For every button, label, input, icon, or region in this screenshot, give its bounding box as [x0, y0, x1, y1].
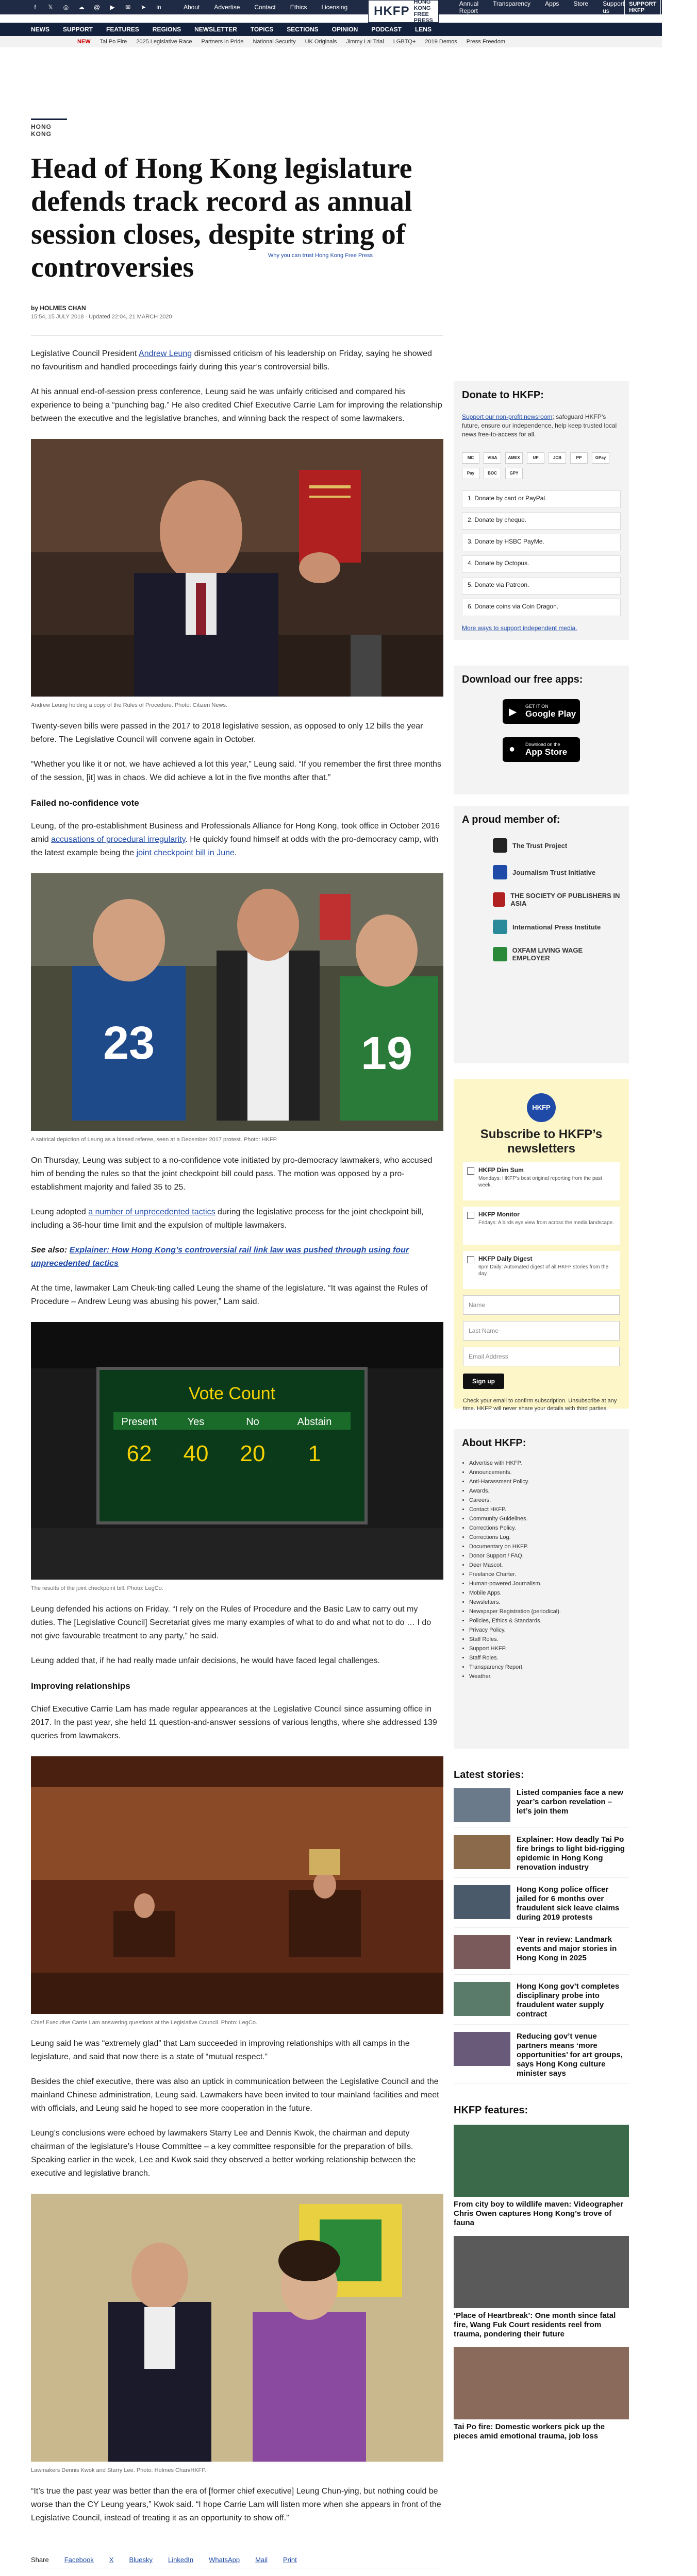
article-headline: Head of Hong Kong legislature defends track record as annual session closes, despite string of controversies: [31, 152, 412, 283]
hkfp-features: [454, 2105, 629, 2441]
social-links: [31, 3, 163, 11]
paragraph: [31, 347, 443, 374]
nav-news[interactable]: NEWS: [31, 26, 49, 33]
photo-leung: [31, 439, 443, 708]
member-label: THE SOCIETY OF PUBLISHERS IN ASIA: [510, 892, 620, 907]
about-link[interactable]: • Donor Support / FAQ.: [469, 1551, 621, 1561]
share-print[interactable]: Print: [283, 2556, 297, 2564]
newsletter-option[interactable]: [463, 1251, 620, 1289]
donate-description: ; safeguard HKFP’s future, ensure our independence, help keep trusted local news free-to-access for all.: [462, 413, 617, 438]
member-label: The Trust Project: [512, 841, 568, 850]
about-link[interactable]: • Careers.: [469, 1496, 621, 1505]
feature-image: [454, 2125, 629, 2197]
donate-title: Donate to HKFP:: [462, 389, 544, 401]
paragraph: [31, 820, 443, 860]
feature-item[interactable]: [454, 2347, 629, 2441]
feature-title[interactable]: ‘Place of Heartbreak’: One month since fatal fire, Wang Fuk Court residents reel from trauma, pondering their future: [454, 2311, 616, 2338]
apple-icon: ●: [509, 743, 516, 755]
newsletter-title: Subscribe to HKFP’s newsletters: [480, 1127, 603, 1156]
member-label: International Press Institute: [512, 923, 601, 931]
share-x[interactable]: X: [109, 2556, 114, 2564]
story-title[interactable]: ‘Year in review: Landmark events and major stories in Hong Kong in 2025: [517, 1935, 617, 1962]
newsletter-box: [454, 1079, 629, 1412]
photo-protest-image: [31, 873, 443, 1131]
nav-regions[interactable]: REGIONS: [152, 26, 181, 33]
donate-option[interactable]: 4. Donate by Octopus.: [462, 555, 621, 573]
about-link[interactable]: • Weather.: [469, 1672, 621, 1681]
search-icon[interactable]: ⌕: [693, 3, 697, 11]
paragraph: “Whether you like it or not, we have achieved a lot this year,” Leung said. “If you remember the first three months of the session, [it] was in chaos. We did achieve a lot in the five months after that.”: [31, 760, 441, 782]
link-unprecedented-tactics[interactable]: a number of unprecedented tactics: [88, 1208, 215, 1216]
payment-cards: [462, 452, 621, 479]
newsletter-note: Check your email to confirm subscription. Unsubscribe at any time. HKFP will never share your details with third parties.: [463, 1398, 617, 1412]
telegram-icon[interactable]: ➤: [140, 4, 146, 11]
svg-text:23: 23: [103, 1018, 155, 1069]
jcb-icon: JCB: [549, 452, 566, 464]
text: during the legislative process for the joint checkpoint bill, including a 36-hour time limit and the expulsion of multiple lawmakers.: [31, 1208, 424, 1230]
gpay-icon: GPY: [505, 468, 523, 479]
email-field[interactable]: Email Address: [463, 1347, 620, 1366]
trending-item[interactable]: 2025 Legislative Race: [136, 39, 192, 45]
nav-sections[interactable]: SECTIONS: [287, 26, 319, 33]
language-switch[interactable]: 中文(HK): [670, 0, 685, 16]
app-store-button[interactable]: [503, 737, 580, 762]
paragraph: Twenty-seven bills were passed in the 2017 to 2018 legislative session, as opposed to only 12 bills the year before. The Legislative Council will convene again in October.: [31, 722, 423, 744]
text: Leung, of the pro-establishment Business and Professionals Alliance for Hong Kong, took office in October 2016 amid: [31, 822, 440, 844]
top-link-annual-report[interactable]: Annual Report: [459, 0, 479, 14]
subheading: Failed no-confidence vote: [31, 798, 139, 808]
instagram-icon[interactable]: ◎: [63, 4, 69, 11]
about-link[interactable]: • Staff Roles.: [469, 1653, 621, 1663]
photo-lawmakers-image: [31, 2194, 443, 2462]
unionpay-icon: UP: [527, 452, 544, 464]
about-link[interactable]: • Newsletters.: [469, 1598, 621, 1607]
share-bluesky[interactable]: Bluesky: [129, 2556, 153, 2564]
share-bar: [31, 2556, 443, 2568]
top-bar: [0, 0, 697, 24]
vote-header: Yes: [187, 1416, 205, 1428]
photo-vote: [31, 1322, 443, 1591]
story-title[interactable]: Reducing gov’t venue partners means ‘more opportunities’ for art groups, says Hong Kong culture minister says: [517, 2032, 623, 2078]
newsletter-name: HKFP Monitor: [478, 1211, 520, 1218]
about-link[interactable]: • Anti-Harassment Policy.: [469, 1477, 621, 1486]
subheading: Improving relationships: [31, 1681, 130, 1691]
story-item[interactable]: [454, 1935, 629, 1975]
newsletter-logo: HKFP: [527, 1093, 556, 1122]
about-link[interactable]: • Policies, Ethics & Standards.: [469, 1616, 621, 1625]
story-item[interactable]: [454, 1788, 629, 1828]
photo-carrie-lam: [31, 1756, 443, 2026]
top-link-about[interactable]: About: [184, 4, 200, 11]
donate-box: [454, 381, 629, 640]
sidebar: [454, 381, 629, 2441]
x-icon[interactable]: 𝕏: [48, 4, 53, 11]
trending-item[interactable]: National Security: [253, 39, 296, 45]
about-list: [462, 1459, 621, 1681]
story-item[interactable]: [454, 1835, 629, 1878]
donate-option[interactable]: 2. Donate by cheque.: [462, 512, 621, 530]
caption: A satirical depiction of Leung as a biased referee, seen at a December 2017 protest. Photo: HKFP.: [31, 1137, 278, 1143]
photo-vote-image: [31, 1322, 443, 1580]
story-item[interactable]: [454, 2032, 629, 2084]
nav-topics[interactable]: TOPICS: [250, 26, 274, 33]
nav-opinion[interactable]: OPINION: [331, 26, 358, 33]
vote-value: 20: [240, 1441, 265, 1466]
caption: Andrew Leung holding a copy of the Rules of Procedure. Photo: Citizen News.: [31, 702, 227, 708]
nav-podcast[interactable]: PODCAST: [371, 26, 402, 33]
story-item[interactable]: [454, 1982, 629, 2025]
paypal-icon: PP: [570, 452, 588, 464]
store-big-text: Google Play: [525, 709, 576, 719]
nav-support[interactable]: SUPPORT: [63, 26, 93, 33]
paragraph: Leung added that, if he had really made unfair decisions, he would have faced legal challenges.: [31, 1656, 380, 1665]
story-title[interactable]: Listed companies face a new year’s carbon revelation – let’s join them: [517, 1788, 623, 1816]
paragraph: Chief Executive Carrie Lam has made regular appearances at the Legislative Council since assuming office in 2017. In the past year, she held 11 question-and-answer sessions of various lengths, where she addressed 139 queries from lawmakers.: [31, 1705, 437, 1740]
vote-value: 62: [126, 1441, 152, 1466]
top-link-contact[interactable]: Contact: [254, 4, 276, 11]
vote-header: No: [246, 1416, 259, 1428]
top-link-transparency[interactable]: Transparency: [493, 0, 531, 7]
about-link[interactable]: • Newspaper Registration (periodical).: [469, 1607, 621, 1616]
trending-item[interactable]: Press Freedom: [466, 39, 505, 45]
member-oxfam[interactable]: [462, 946, 621, 962]
share-whatsapp[interactable]: WhatsApp: [209, 2556, 240, 2564]
vote-header: Abstain: [297, 1416, 332, 1428]
newsletter-desc: Mondays: HKFP’s best original reporting from the past week.: [478, 1176, 602, 1188]
top-link-licensing[interactable]: Licensing: [321, 4, 348, 11]
share-facebook[interactable]: Facebook: [64, 2556, 94, 2564]
member-trust-project[interactable]: [462, 838, 621, 853]
article-dates: 15:54, 15 JULY 2018 · Updated 22:04, 21 MARCH 2020: [31, 314, 172, 320]
trust-link[interactable]: Why you can trust Hong Kong Free Press: [268, 252, 373, 259]
about-box: [454, 1429, 629, 1749]
google-play-icon: ▶: [509, 706, 517, 718]
first-name-field[interactable]: Name: [463, 1295, 620, 1315]
latest-stories: [454, 1769, 629, 2084]
text: . He quickly found himself at odds with the pro-democracy camp, with the latest example being the: [31, 835, 439, 857]
about-link[interactable]: • Support HKFP.: [469, 1644, 621, 1653]
top-link-support[interactable]: Support us: [603, 0, 625, 14]
about-link[interactable]: • Privacy Policy.: [469, 1625, 621, 1635]
story-thumbnail: [454, 1982, 510, 2016]
link-andrew-leung[interactable]: Andrew Leung: [139, 349, 192, 358]
member-label: OXFAM LIVING WAGE EMPLOYER: [512, 946, 583, 962]
about-link[interactable]: • Deer Mascot.: [469, 1561, 621, 1570]
top-link-store[interactable]: Store: [573, 0, 589, 7]
ipi-icon: [493, 920, 507, 934]
signup-button[interactable]: Sign up: [463, 1374, 504, 1389]
amex-icon: AMEX: [505, 452, 523, 464]
donate-option[interactable]: 3. Donate by HSBC PayMe.: [462, 534, 621, 551]
about-link[interactable]: • Awards.: [469, 1486, 621, 1496]
checkbox[interactable]: [467, 1256, 474, 1263]
about-link[interactable]: • Advertise with HKFP.: [469, 1459, 621, 1468]
site-logo[interactable]: [368, 0, 439, 23]
donate-option[interactable]: 5. Donate via Patreon.: [462, 577, 621, 595]
boc-icon: BOC: [484, 468, 501, 479]
top-link-apps[interactable]: Apps: [545, 0, 559, 7]
members-box: [454, 806, 629, 1063]
member-sopa[interactable]: [462, 892, 621, 907]
donate-link[interactable]: Support our non-profit newsroom: [462, 413, 553, 420]
divider: [31, 335, 443, 336]
paragraph: At the time, lawmaker Lam Cheuk-ting called Leung the shame of the legislature. “It was against the Rules of Procedure – Andrew Leung was abusing his power,” Lam said.: [31, 1284, 428, 1306]
paragraph: Besides the chief executive, there was also an uptick in communication between the Legislative Council and the mainland Chinese administration, Leung said. Lawmakers have been invited to tour mainland facilities and meet with officials, and Leung said he hoped to see more cooperation in the future.: [31, 2077, 439, 2113]
top-right: [624, 0, 697, 16]
vote-title: Vote Count: [188, 1384, 276, 1403]
more-ways-link[interactable]: More ways to support independent media.: [462, 624, 577, 632]
trending-item[interactable]: Partners in Pride: [201, 39, 244, 45]
about-link[interactable]: • Documentary on HKFP.: [469, 1542, 621, 1551]
member-jti[interactable]: [462, 865, 621, 879]
latest-title: Latest stories:: [454, 1769, 524, 1781]
svg-text:19: 19: [361, 1028, 413, 1079]
logo-mark: HKFP: [374, 4, 410, 18]
trending-bar: [0, 36, 662, 47]
feature-item[interactable]: [454, 2125, 629, 2228]
youtube-icon[interactable]: ▶: [110, 4, 115, 11]
store-big-text: App Store: [525, 747, 568, 757]
about-link[interactable]: • Corrections Log.: [469, 1533, 621, 1542]
story-thumbnail: [454, 1788, 510, 1822]
trust-project-icon: [493, 838, 507, 853]
mail-icon[interactable]: ✉: [125, 4, 131, 11]
text: dismissed criticism of his leadership on Friday, saying he showed no favouritism and handled proceedings fairly during this year’s controversial bills.: [31, 349, 432, 371]
feature-title[interactable]: Tai Po fire: Domestic workers pick up the pieces amid emotional trauma, job loss: [454, 2422, 605, 2441]
story-thumbnail: [454, 2032, 510, 2066]
store-small-text: GET IT ON: [525, 704, 549, 709]
linkedin-icon[interactable]: in: [156, 4, 161, 11]
about-link[interactable]: • Human-powered Journalism.: [469, 1579, 621, 1588]
about-link[interactable]: • Community Guidelines.: [469, 1514, 621, 1523]
photo-protest: [31, 873, 443, 1143]
jti-icon: [493, 865, 507, 879]
feature-image: [454, 2347, 629, 2419]
feature-image: [454, 2236, 629, 2308]
members-title: A proud member of:: [462, 814, 560, 825]
paragraph: On Thursday, Leung was subject to a no-confidence vote initiated by pro-democracy lawmakers, who accused him of bending the rules so that the joint checkpoint bill could pass. The motion was opposed by a pro-establishment majority and failed 35 to 25.: [31, 1156, 433, 1192]
photo-leung-image: [31, 439, 443, 697]
trending-item[interactable]: LGBTQ+: [393, 39, 416, 45]
text: Legislative Council President: [31, 349, 139, 358]
nav-newsletter[interactable]: NEWSLETTER: [194, 26, 237, 33]
story-thumbnail: [454, 1835, 510, 1869]
photo-carrie-lam-image: [31, 1756, 443, 2014]
top-link-advertise[interactable]: Advertise: [214, 4, 240, 11]
about-link[interactable]: • Announcements.: [469, 1468, 621, 1477]
logo-name: HONG KONG FREE PRESS: [413, 0, 433, 24]
facebook-icon[interactable]: f: [34, 4, 36, 11]
apps-title: Download our free apps:: [462, 674, 583, 685]
story-title[interactable]: Explainer: How deadly Tai Po fire brings to light bid-rigging epidemic in Hong Kong renovation industry: [517, 1835, 625, 1872]
donate-options: [462, 490, 621, 616]
about-link[interactable]: • Freelance Charter.: [469, 1570, 621, 1579]
story-item[interactable]: [454, 1885, 629, 1928]
about-link[interactable]: • Corrections Policy.: [469, 1523, 621, 1533]
about-title: About HKFP:: [462, 1437, 526, 1449]
story-thumbnail: [454, 1935, 510, 1969]
about-link[interactable]: • Staff Roles.: [469, 1635, 621, 1644]
see-also-label: See also:: [31, 1246, 68, 1255]
caption: The results of the joint checkpoint bill. Photo: LegCo.: [31, 1585, 163, 1591]
threads-icon[interactable]: @: [93, 4, 101, 11]
vote-value: 1: [308, 1441, 321, 1466]
store-small-text: Download on the: [525, 742, 560, 747]
about-link[interactable]: • Transparency Report.: [469, 1663, 621, 1672]
trending-item[interactable]: Jimmy Lai Trial: [346, 39, 384, 45]
sopa-icon: [493, 892, 505, 907]
see-also: [31, 1244, 443, 1270]
photo-lawmakers: [31, 2194, 443, 2473]
article: [31, 118, 443, 2576]
newsletter-desc: Fridays: A birds eye view from across the media landscape.: [478, 1220, 614, 1226]
bluesky-icon[interactable]: ☁: [78, 4, 85, 11]
caption: Chief Executive Carrie Lam answering questions at the Legislative Council. Photo: LegCo.: [31, 2020, 258, 2026]
newsletter-option[interactable]: [463, 1207, 620, 1245]
top-links: [184, 4, 347, 11]
donate-text: [462, 413, 621, 439]
member-ipi[interactable]: [462, 920, 621, 934]
story-title[interactable]: Hong Kong police officer jailed for 6 months over fraudulent sick leave claims during 2019 protests: [517, 1885, 620, 1922]
paragraph: Leung said he was “extremely glad” that Lam succeeded in improving relationships with all camps in the legislature, and said that now there is a state of “mutual respect.”: [31, 2039, 410, 2061]
apps-box: [454, 666, 629, 794]
share-mail[interactable]: Mail: [255, 2556, 268, 2564]
google-play-button[interactable]: [503, 699, 580, 724]
support-button[interactable]: SUPPORT HKFP: [624, 0, 661, 15]
top-link-ethics[interactable]: Ethics: [290, 4, 307, 11]
newsletter-name: HKFP Dim Sum: [478, 1166, 524, 1174]
trending-label: NEW: [77, 39, 91, 45]
feature-item[interactable]: [454, 2236, 629, 2339]
donate-option[interactable]: 6. Donate coins via Coin Dragon.: [462, 599, 621, 616]
caption: Lawmakers Dennis Kwok and Starry Lee. Photo: Holmes Chan/HKFP.: [31, 2467, 207, 2473]
newsletter-desc: 6pm Daily: Automated digest of all HKFP stories from the day.: [478, 1264, 609, 1277]
features-title: HKFP features:: [454, 2105, 528, 2116]
paragraph: Leung defended his actions on Friday. “I rely on the Rules of Procedure and the Basic Law to carry out my duties. The [Legislative Council] Secretariat gives me many examples of what to do and what not to do … I do not give favourable treatment to any party,” he said.: [31, 1605, 432, 1640]
text: .: [234, 849, 237, 857]
google-pay-icon: GPay: [592, 452, 609, 464]
checkbox[interactable]: [467, 1167, 474, 1175]
trending-item[interactable]: Tai Po Fire: [99, 39, 127, 45]
share-label: Share: [31, 2556, 49, 2564]
newsletter-name: HKFP Daily Digest: [478, 1255, 533, 1262]
trending-item[interactable]: UK Originals: [305, 39, 337, 45]
main-nav: [0, 23, 662, 36]
paragraph: “It’s true the past year was better than the era of [former chief executive] Leung Chun-ying, but nothing could be worse than the CY Leung years,” Kwok said. “I hope Carrie Lam will listen more when she appears in front of the Legislative Council, instead of treating it as an opportunity to show off.”: [31, 2487, 441, 2522]
member-label: Journalism Trust Initiative: [512, 868, 596, 876]
top-links-right: [459, 0, 624, 14]
feature-title[interactable]: From city boy to wildlife maven: Videographer Chris Owen captures Hong Kong’s trove of fauna: [454, 2200, 623, 2227]
link-procedural-irregularity[interactable]: accusations of procedural irregularity: [51, 835, 186, 844]
about-link[interactable]: • Mobile Apps.: [469, 1588, 621, 1598]
mastercard-icon: MC: [462, 452, 479, 464]
paragraph: [31, 1206, 443, 1232]
article-category[interactable]: HONG KONG: [31, 118, 67, 138]
link-joint-checkpoint[interactable]: joint checkpoint bill in June: [136, 849, 235, 857]
share-linkedin[interactable]: LinkedIn: [168, 2556, 194, 2564]
article-byline[interactable]: by HOLMES CHAN: [31, 304, 86, 312]
trending-item[interactable]: 2019 Demos: [425, 39, 457, 45]
vote-value: 40: [183, 1441, 209, 1466]
nav-lens[interactable]: LENS: [414, 26, 432, 33]
visa-icon: VISA: [484, 452, 501, 464]
about-link[interactable]: • Contact HKFP.: [469, 1505, 621, 1514]
story-thumbnail: [454, 1885, 510, 1919]
nav-features[interactable]: FEATURES: [106, 26, 139, 33]
paragraph: At his annual end-of-session press conference, Leung said he was unfairly criticised and compared his experience to being a “punching bag.” He also credited Chief Executive Carrie Lam for improving the relationship between the executive and the legislative branches, and winning back the respect of some lawmakers.: [31, 387, 442, 423]
vote-header: Present: [121, 1416, 157, 1428]
oxfam-icon: [493, 947, 507, 961]
last-name-field[interactable]: Last Name: [463, 1321, 620, 1341]
paragraph: Leung’s conclusions were echoed by lawmakers Starry Lee and Dennis Kwok, the chairman and deputy chairman of the legislature’s House Committee – a key committee responsible for the preparation of bills. Speaking earlier in the week, Lee and Kwok said they observed a better working relationship between the executive and legislative branch.: [31, 2129, 416, 2178]
checkbox[interactable]: [467, 1212, 474, 1219]
see-also-link[interactable]: Explainer: How Hong Kong’s controversial rail link law was pushed through using four unprecedented tactics: [31, 1246, 409, 1268]
newsletter-option[interactable]: [463, 1162, 620, 1200]
donate-option[interactable]: 1. Donate by card or PayPal.: [462, 490, 621, 508]
text: Leung adopted: [31, 1208, 89, 1216]
story-title[interactable]: Hong Kong gov’t completes disciplinary probe into fraudulent water supply contract: [517, 1982, 620, 2019]
apple-pay-icon: Pay: [462, 468, 479, 479]
